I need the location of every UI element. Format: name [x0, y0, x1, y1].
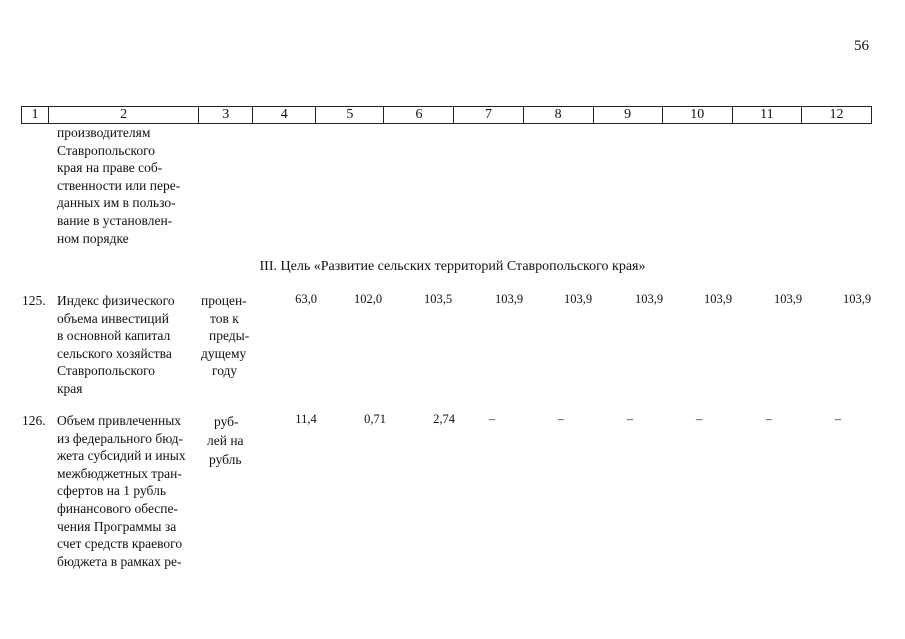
column-header: 10 — [662, 107, 732, 124]
column-header: 6 — [384, 107, 454, 124]
value-cell: – — [488, 412, 496, 426]
column-header: 8 — [523, 107, 593, 124]
name-line: сфертов на 1 рубль — [57, 483, 166, 499]
value-cell: – — [834, 412, 842, 426]
column-header: 7 — [454, 107, 523, 124]
name-line: вание в установлен- — [57, 212, 173, 228]
name-line: края на праве соб- — [57, 160, 163, 176]
name-line: ственности или пере- — [57, 177, 181, 193]
name-line: данных им в пользо- — [57, 195, 176, 211]
name-line: счет средств краевого — [57, 536, 183, 552]
column-header: 4 — [253, 107, 316, 124]
value-cell: – — [765, 412, 773, 426]
unit-of-measure — [201, 292, 257, 380]
column-header: 1 — [22, 107, 49, 124]
unit-line: руб- — [214, 414, 239, 429]
value-cell: – — [695, 412, 703, 426]
column-header: 3 — [199, 107, 253, 124]
value-cell: 103,9 — [563, 292, 593, 306]
column-header-table — [21, 106, 872, 124]
unit-line: процен- — [201, 293, 247, 308]
indicator-name — [57, 292, 198, 398]
name-line: ном порядке — [57, 230, 129, 246]
value-cell: 2,74 — [433, 412, 455, 426]
value-cell: – — [557, 412, 565, 426]
name-line: объема инвестиций — [57, 310, 169, 326]
unit-line: году — [212, 363, 238, 379]
name-line: края — [57, 380, 83, 396]
value-cell: 103,9 — [773, 292, 803, 306]
name-line: сельского хозяйства — [57, 345, 172, 361]
row-number: 126. — [22, 413, 46, 428]
value-cell: 103,9 — [634, 292, 664, 306]
unit-line: тов к — [210, 310, 239, 326]
unit-line: дущему — [201, 345, 247, 361]
value-cell: 103,9 — [703, 292, 733, 306]
name-line: финансового обеспе- — [57, 500, 178, 516]
name-line: бюджета в рамках ре- — [57, 553, 182, 569]
name-line: Индекс физического — [57, 293, 175, 308]
section-title: III. Цель «Развитие сельских территорий Ставропольского края» — [259, 259, 646, 274]
value-cell: 103,9 — [494, 292, 524, 306]
value-cell: 11,4 — [295, 412, 317, 426]
name-line: межбюджетных тран- — [57, 465, 182, 481]
row-number: 125. — [22, 293, 46, 308]
value-cell: 63,0 — [295, 292, 317, 306]
name-line: Объем привлеченных — [57, 413, 182, 428]
value-cell: – — [626, 412, 634, 426]
column-header: 2 — [49, 107, 199, 124]
name-line: производителям — [57, 125, 151, 140]
column-header: 11 — [732, 107, 801, 124]
unit-line: лей на — [207, 433, 244, 448]
indicator-name — [57, 412, 198, 570]
name-line: в основной капитал — [57, 328, 171, 344]
unit-line: преды- — [209, 328, 250, 344]
continued-indicator-name — [57, 124, 198, 247]
column-header: 5 — [316, 107, 384, 124]
name-line: Ставропольского — [57, 363, 156, 379]
page-number: 56 — [854, 38, 869, 54]
unit-line: рубль — [209, 452, 242, 467]
name-line: Ставропольского — [57, 142, 156, 158]
name-line: из федерального бюд- — [57, 430, 184, 446]
value-cell: 0,71 — [364, 412, 386, 426]
column-header: 9 — [593, 107, 662, 124]
name-line: чения Программы за — [57, 518, 177, 534]
name-line: жета субсидий и иных — [57, 448, 186, 464]
value-cell: 103,9 — [842, 292, 872, 306]
unit-of-measure — [201, 412, 257, 469]
value-cell: 103,5 — [423, 292, 453, 306]
column-header: 12 — [801, 107, 871, 124]
value-cell: 102,0 — [353, 292, 383, 306]
